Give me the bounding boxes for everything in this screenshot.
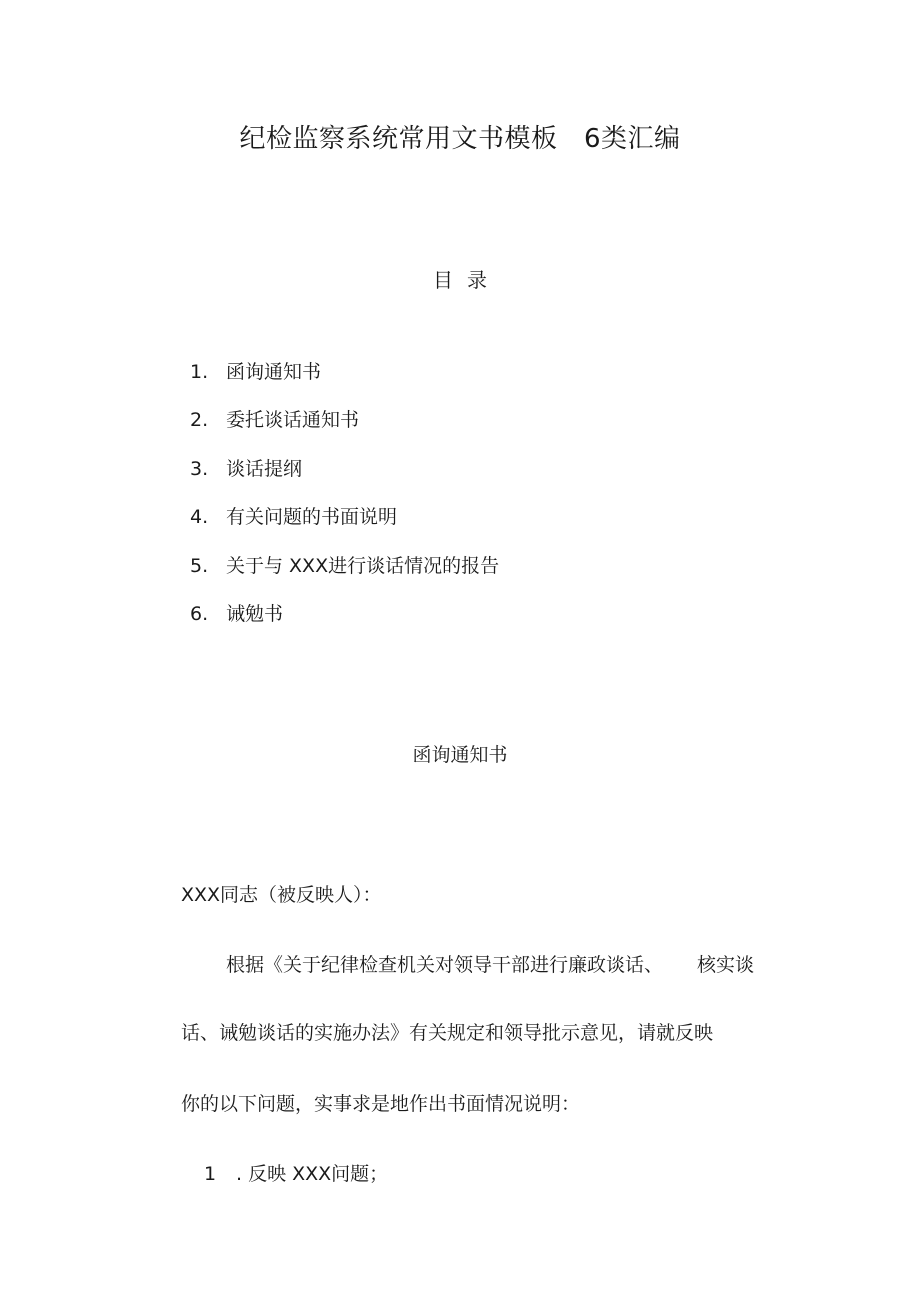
salutation: XXX同志（被反映人）：	[181, 884, 382, 906]
point-number: 1	[204, 1163, 217, 1185]
body-text: 根据《关于纪律检查机关对领导干部进行廉政谈话、	[226, 954, 664, 976]
toc-item-number: 5.	[190, 554, 209, 577]
body-text: 核实谈	[697, 954, 755, 976]
toc-item-number: 1.	[190, 361, 209, 383]
toc-item	[190, 551, 499, 599]
toc-item-label: 有关问题的书面说明	[226, 506, 398, 529]
toc-item-label: 函询通知书	[226, 361, 322, 383]
toc-heading: 目录	[433, 268, 501, 292]
toc-item	[190, 454, 499, 502]
toc-item	[190, 405, 499, 453]
toc-item-label: 关于与 XXX进行谈话情况的报告	[226, 554, 500, 577]
numbered-point	[204, 1159, 388, 1186]
point-text: . 反映 XXX问题；	[236, 1163, 389, 1185]
toc-item	[190, 502, 499, 550]
toc-item-number: 4.	[190, 506, 209, 529]
toc-item-label: 诫勉书	[226, 602, 284, 625]
document-title: 纪检监察系统常用文书模板 6类汇编	[239, 124, 681, 154]
toc-item-number: 3.	[190, 457, 209, 480]
body-line: 你的以下问题，实事求是地作出书面情况说明：	[181, 1093, 581, 1115]
toc-item-number: 2.	[190, 409, 209, 432]
toc-item-label: 委托谈话通知书	[226, 409, 360, 432]
body-line	[226, 950, 754, 977]
table-of-contents	[190, 357, 499, 647]
toc-item-number: 6.	[190, 602, 209, 625]
toc-item	[190, 599, 499, 647]
section-title: 函询通知书	[412, 744, 508, 766]
body-line: 话、诫勉谈话的实施办法》有关规定和领导批示意见，请就反映	[181, 1022, 714, 1044]
toc-item-label: 谈话提纲	[226, 457, 303, 480]
toc-item	[190, 357, 499, 405]
